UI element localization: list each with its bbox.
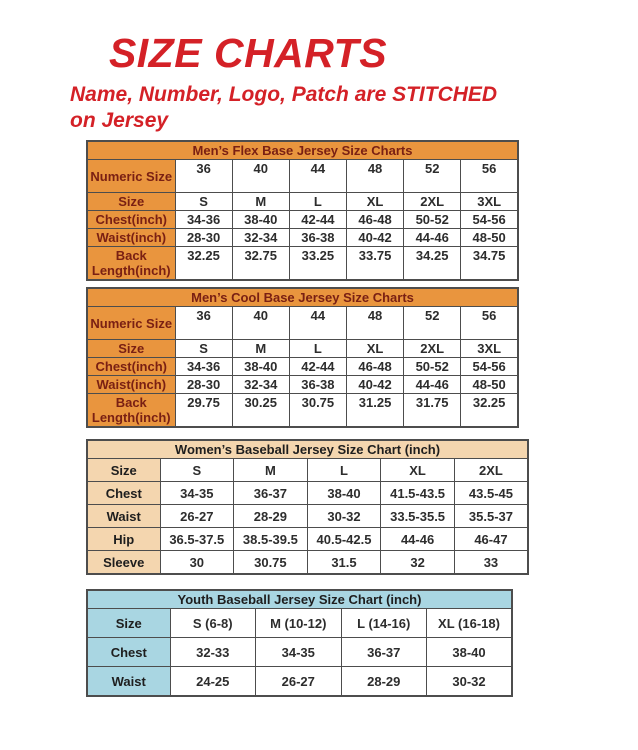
cell-value: 3XL	[461, 340, 518, 358]
cell-value: 34-35	[256, 638, 342, 667]
cell-value: S	[175, 340, 232, 358]
cell-value: 33.5-35.5	[381, 505, 455, 528]
table-row	[87, 638, 512, 667]
cell-value: 43.5-45	[454, 482, 528, 505]
cell-value: 35.5-37	[454, 505, 528, 528]
row-label: Waist(inch)	[87, 229, 175, 247]
table-row	[87, 551, 528, 575]
cell-value: 34-36	[175, 358, 232, 376]
cell-value: 54-56	[461, 358, 518, 376]
cell-value: 38-40	[232, 358, 289, 376]
cell-value: 32-34	[232, 376, 289, 394]
cell-value: 46-47	[454, 528, 528, 551]
table-row	[87, 247, 518, 281]
row-label: Size	[87, 459, 160, 482]
row-label: Back Length(inch)	[87, 247, 175, 281]
cell-value: 28-30	[175, 229, 232, 247]
cell-value: 46-48	[346, 211, 403, 229]
cell-value: 36.5-37.5	[160, 528, 234, 551]
cell-value: 28-29	[234, 505, 308, 528]
cell-value: 32.75	[232, 247, 289, 281]
cell-value: 40-42	[346, 376, 403, 394]
cell-value: 30.75	[289, 394, 346, 428]
cell-value: M	[232, 340, 289, 358]
row-label: Sleeve	[87, 551, 160, 575]
cell-value: 44	[289, 160, 346, 193]
table-row	[87, 307, 518, 340]
row-label: Size	[87, 609, 170, 638]
cell-value: S	[175, 193, 232, 211]
table-row	[87, 193, 518, 211]
mens-flex-base-table-title: Men’s Flex Base Jersey Size Charts	[87, 141, 518, 160]
youth-baseball-size-chart	[86, 589, 513, 697]
cell-value: 42-44	[289, 211, 346, 229]
cell-value: 50-52	[404, 211, 461, 229]
row-label: Chest	[87, 482, 160, 505]
cell-value: 38-40	[427, 638, 513, 667]
row-label: Back Length(inch)	[87, 394, 175, 428]
cell-value: 33	[454, 551, 528, 575]
cell-value: S (6-8)	[170, 609, 256, 638]
table-row	[87, 459, 528, 482]
mens-cool-base-table-title: Men’s Cool Base Jersey Size Charts	[87, 288, 518, 307]
cell-value: 28-29	[341, 667, 427, 697]
cell-value: XL	[346, 193, 403, 211]
table-row	[87, 528, 528, 551]
cell-value: 56	[461, 307, 518, 340]
page-title: SIZE CHARTS	[108, 30, 388, 76]
row-label: Chest	[87, 638, 170, 667]
cell-value: 36-37	[234, 482, 308, 505]
cell-value: 34.25	[404, 247, 461, 281]
table-row	[87, 229, 518, 247]
table-row	[87, 667, 512, 697]
cell-value: XL (16-18)	[427, 609, 513, 638]
cell-value: 31.5	[307, 551, 381, 575]
cell-value: 40	[232, 307, 289, 340]
table-row	[87, 609, 512, 638]
table-title-row	[87, 440, 528, 459]
cell-value: 31.75	[404, 394, 461, 428]
cell-value: 38-40	[307, 482, 381, 505]
table-row	[87, 358, 518, 376]
cell-value: XL	[381, 459, 455, 482]
table-row	[87, 211, 518, 229]
cell-value: 56	[461, 160, 518, 193]
mens-flex-base-size-chart	[86, 140, 519, 281]
cell-value: 33.75	[346, 247, 403, 281]
cell-value: 36-37	[341, 638, 427, 667]
cell-value: 54-56	[461, 211, 518, 229]
cell-value: 36-38	[289, 229, 346, 247]
cell-value: 30-32	[427, 667, 513, 697]
womens-baseball-size-chart	[86, 439, 529, 575]
cell-value: 52	[404, 160, 461, 193]
womens-baseball-table-title: Women’s Baseball Jersey Size Chart (inch)	[87, 440, 528, 459]
cell-value: 44-46	[404, 229, 461, 247]
cell-value: 40-42	[346, 229, 403, 247]
table-row	[87, 482, 528, 505]
row-label: Waist	[87, 667, 170, 697]
row-label: Chest(inch)	[87, 358, 175, 376]
cell-value: 34.75	[461, 247, 518, 281]
cell-value: 2XL	[454, 459, 528, 482]
row-label: Chest(inch)	[87, 211, 175, 229]
cell-value: XL	[346, 340, 403, 358]
cell-value: L	[289, 340, 346, 358]
cell-value: 32-33	[170, 638, 256, 667]
cell-value: 26-27	[256, 667, 342, 697]
cell-value: L (14-16)	[341, 609, 427, 638]
cell-value: 26-27	[160, 505, 234, 528]
cell-value: 48-50	[461, 376, 518, 394]
row-label: Numeric Size	[87, 307, 175, 340]
cell-value: 36	[175, 160, 232, 193]
cell-value: L	[307, 459, 381, 482]
table-title-row	[87, 590, 512, 609]
cell-value: S	[160, 459, 234, 482]
youth-baseball-table-title: Youth Baseball Jersey Size Chart (inch)	[87, 590, 512, 609]
cell-value: 28-30	[175, 376, 232, 394]
cell-value: 52	[404, 307, 461, 340]
cell-value: 30-32	[307, 505, 381, 528]
cell-value: 32-34	[232, 229, 289, 247]
cell-value: 29.75	[175, 394, 232, 428]
cell-value: 32.25	[461, 394, 518, 428]
row-label: Waist	[87, 505, 160, 528]
row-label: Numeric Size	[87, 160, 175, 193]
cell-value: 30.75	[234, 551, 308, 575]
cell-value: 34-35	[160, 482, 234, 505]
cell-value: 33.25	[289, 247, 346, 281]
table-row	[87, 505, 528, 528]
cell-value: 30	[160, 551, 234, 575]
cell-value: 24-25	[170, 667, 256, 697]
table-title-row	[87, 288, 518, 307]
table-row	[87, 376, 518, 394]
row-label: Waist(inch)	[87, 376, 175, 394]
page-subtitle: Name, Number, Logo, Patch are STITCHED on Jersey	[70, 83, 498, 133]
cell-value: 50-52	[404, 358, 461, 376]
cell-value: 44	[289, 307, 346, 340]
cell-value: 38.5-39.5	[234, 528, 308, 551]
row-label: Hip	[87, 528, 160, 551]
cell-value: 30.25	[232, 394, 289, 428]
table-title-row	[87, 141, 518, 160]
cell-value: M (10-12)	[256, 609, 342, 638]
cell-value: 2XL	[404, 193, 461, 211]
table-row	[87, 340, 518, 358]
cell-value: M	[232, 193, 289, 211]
row-label: Size	[87, 340, 175, 358]
cell-value: 34-36	[175, 211, 232, 229]
cell-value: 36	[175, 307, 232, 340]
cell-value: 40	[232, 160, 289, 193]
cell-value: 32	[381, 551, 455, 575]
cell-value: 36-38	[289, 376, 346, 394]
cell-value: 3XL	[461, 193, 518, 211]
cell-value: 44-46	[404, 376, 461, 394]
cell-value: 46-48	[346, 358, 403, 376]
cell-value: 48-50	[461, 229, 518, 247]
table-row	[87, 394, 518, 428]
cell-value: 38-40	[232, 211, 289, 229]
cell-value: 32.25	[175, 247, 232, 281]
table-row	[87, 160, 518, 193]
cell-value: 48	[346, 307, 403, 340]
row-label: Size	[87, 193, 175, 211]
cell-value: 31.25	[346, 394, 403, 428]
cell-value: M	[234, 459, 308, 482]
cell-value: 41.5-43.5	[381, 482, 455, 505]
cell-value: 44-46	[381, 528, 455, 551]
mens-cool-base-size-chart	[86, 287, 519, 428]
cell-value: 48	[346, 160, 403, 193]
cell-value: L	[289, 193, 346, 211]
cell-value: 42-44	[289, 358, 346, 376]
cell-value: 40.5-42.5	[307, 528, 381, 551]
cell-value: 2XL	[404, 340, 461, 358]
